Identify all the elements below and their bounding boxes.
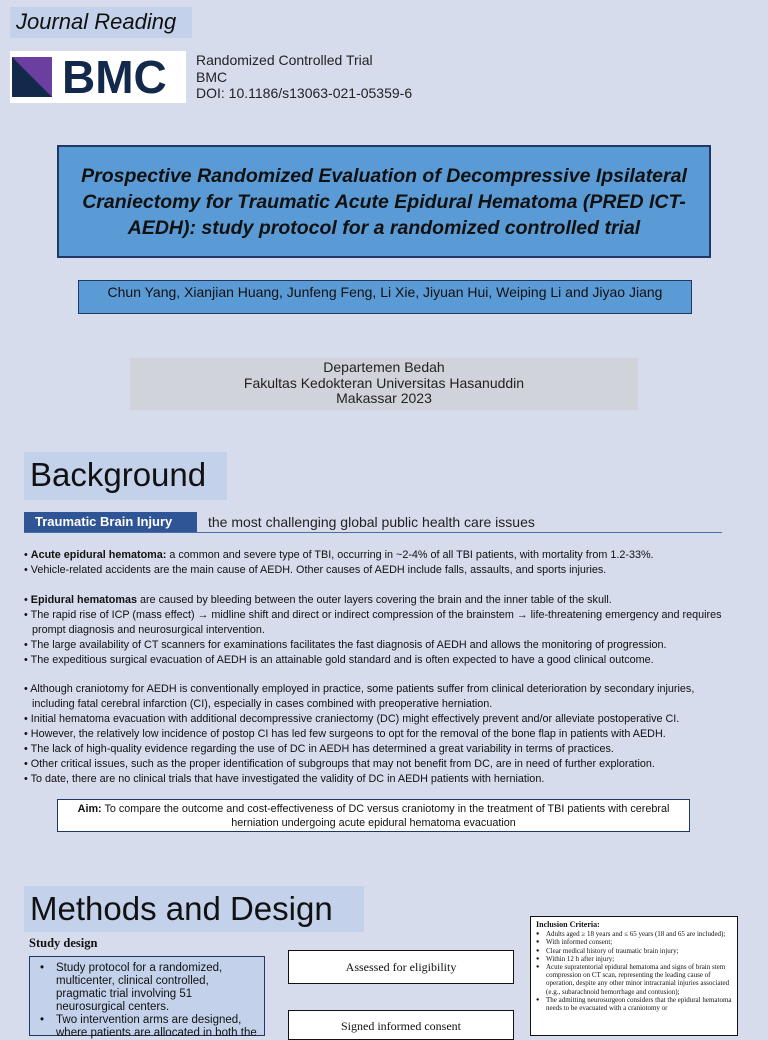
article-title: Prospective Randomized Evaluation of Decompressive Ipsilateral Craniectomy for Traumatic Acute Epidural Hematoma (PRED ICT-AEDH): study protocol for a randomized controlled trial <box>81 164 687 239</box>
study-design-item: • Study protocol for a randomized, multicenter, clinical controlled, pragmatic trial involving 51 neurosurgical centers. <box>36 962 258 1014</box>
tbi-description: the most challenging global public health care issues <box>208 514 535 530</box>
affiliation-box <box>130 358 638 410</box>
title-box <box>57 145 711 258</box>
bullet-text: The expeditious surgical evacuation of AEDH is an attainable gold standard and is often expected to have a good clinical outcome. <box>30 654 654 666</box>
bullet-text: To date, there are no clinical trials that have investigated the validity of DC in AEDH patients with herniation. <box>30 773 545 785</box>
background-bullet <box>24 772 724 787</box>
background-bullet <box>24 563 724 578</box>
bmc-logo-mark-icon <box>12 57 52 97</box>
flow-assessed-box: Assessed for eligibility <box>288 950 514 984</box>
journal-reading-tag: Journal Reading <box>10 7 192 38</box>
bullet-text: The lack of high-quality evidence regarding the use of DC in AEDH has determined a great variability in terms of practices. <box>30 743 614 755</box>
bullet-text: The rapid rise of ICP (mass effect) → midline shift and direct or indirect compression of the brainstem → life-threatening emergency and requires prompt diagnosis and neurosurgical intervention. <box>30 609 722 636</box>
bullet-text: Initial hematoma evacuation with additional decompressive craniectomy (DC) might effectively prevent and/or alleviate postoperative CI. <box>30 713 680 725</box>
background-bullet <box>24 548 724 563</box>
study-design-list <box>36 962 258 1040</box>
inclusion-item: ● Acute supratentorial epidural hematoma and signs of brain stem compression on CT scan, representing the leading cause of operation, despite any other minor intracranial injuries associated (e.g., subarachnoid hemorrhage and contusion); <box>536 963 732 996</box>
background-bullet <box>24 638 724 653</box>
background-bullet <box>24 608 724 638</box>
flow-consent-box: Signed informed consent <box>288 1010 514 1040</box>
aim-box <box>57 799 690 832</box>
background-bullets-2 <box>24 593 724 668</box>
background-bullet <box>24 727 724 742</box>
tbi-badge: Traumatic Brain Injury <box>24 512 197 532</box>
methods-heading: Methods and Design <box>24 886 364 932</box>
bullet-text: The large availability of CT scanners for examinations facilitates the fast diagnosis of AEDH and allows the monitoring of progression. <box>30 639 667 651</box>
inclusion-criteria-box <box>530 916 738 1036</box>
bullet-text: Vehicle-related accidents are the main cause of AEDH. Other causes of AEDH include falls, assaults, and sports injuries. <box>30 564 607 576</box>
background-heading: Background <box>24 452 227 500</box>
bullet-text: a common and severe type of TBI, occurring in ~2-4% of all TBI patients, with mortality from 1.2-33%. <box>166 549 654 561</box>
inclusion-list <box>536 930 732 1012</box>
affiliation-faculty: Fakultas Kedokteran Universitas Hasanuddin <box>243 374 525 391</box>
background-bullets-3 <box>24 682 724 787</box>
background-bullet <box>24 682 724 712</box>
background-bullet <box>24 653 724 668</box>
inclusion-item: ● Adults aged ≥ 18 years and ≤ 65 years (18 and 65 are included); <box>536 930 732 938</box>
study-design-label: Study design <box>29 936 98 950</box>
study-design-item: • Two intervention arms are designed, where patients are allocated in both the <box>36 1014 258 1040</box>
doi: DOI: 10.1186/s13063-021-05359-6 <box>196 85 413 101</box>
background-bullet <box>24 742 724 757</box>
inclusion-item: ● With informed consent; <box>536 938 732 946</box>
affiliation-department: Departemen Bedah <box>323 359 445 375</box>
inclusion-item: ● Clear medical history of traumatic brain injury; <box>536 947 732 955</box>
bullet-bold: Acute epidural hematoma: <box>30 549 167 561</box>
bullet-text: Other critical issues, such as the proper identification of subgroups that may not benefit from DC, are in need of further exploration. <box>30 758 655 770</box>
article-meta <box>196 52 412 102</box>
bmc-logo-text: BMC <box>62 51 167 103</box>
background-bullet <box>24 757 724 772</box>
bullet-text: are caused by bleeding between the outer layers covering the brain and the inner table of the skull. <box>136 594 612 606</box>
inclusion-item: ● The admitting neurosurgeon considers that the epidural hematoma needs to be evacuated with a craniotomy or <box>536 996 732 1012</box>
aim-text: To compare the outcome and cost-effectiveness of DC versus craniotomy in the treatment of TBI patients with cerebral herniation undergoing acute epidural hematoma evacuation <box>101 803 670 829</box>
background-bullet <box>24 712 724 727</box>
bullet-text: However, the relatively low incidence of postop CI has led few surgeons to opt for the removal of the bone flap in patients with AEDH. <box>30 728 666 740</box>
bmc-logo <box>10 51 186 103</box>
inclusion-title: Inclusion Criteria: <box>536 920 600 929</box>
authors: Chun Yang, Xianjian Huang, Junfeng Feng, Li Xie, Jiyuan Hui, Weiping Li and Jiyao Jiang <box>78 280 692 314</box>
study-type: Randomized Controlled Trial <box>196 52 373 68</box>
background-bullets-1 <box>24 548 724 578</box>
journal-name: BMC <box>196 68 228 85</box>
affiliation-city-year: Makassar 2023 <box>336 390 432 406</box>
tbi-row <box>24 512 722 533</box>
background-bullet <box>24 593 724 608</box>
bullet-text: Although craniotomy for AEDH is conventionally employed in practice, some patients suffer from clinical deterioration by secondary injuries, including fatal cerebral infarction (CI), especially in cases combined with preoperative herniation. <box>30 683 695 710</box>
inclusion-item: ● Within 12 h after injury; <box>536 955 732 963</box>
study-design-box <box>29 956 265 1039</box>
aim-label: Aim: <box>77 803 102 815</box>
bullet-bold: Epidural hematomas <box>30 594 137 606</box>
